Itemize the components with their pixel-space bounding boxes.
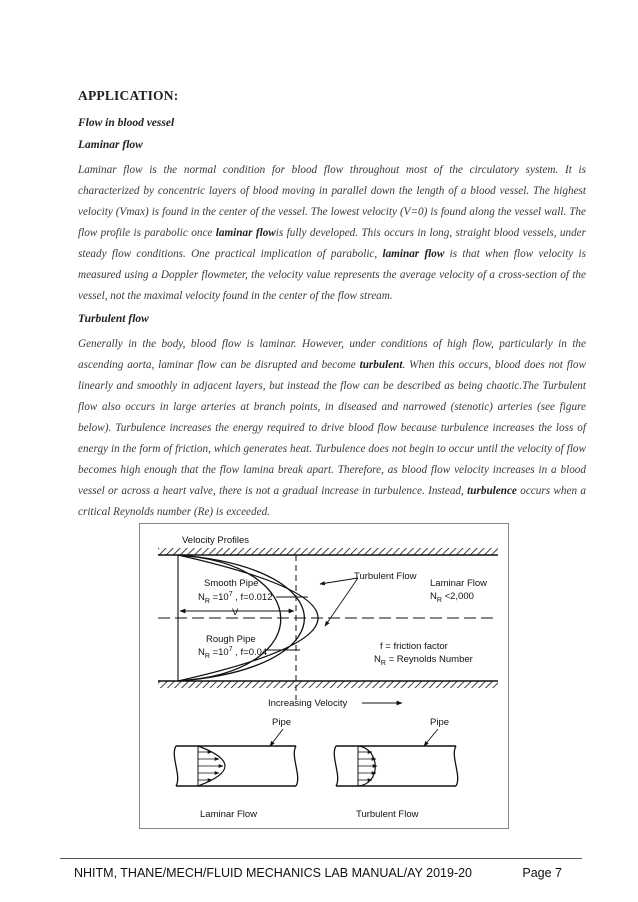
subtitle-blood-flow: Flow in blood vessel <box>78 117 175 129</box>
reynolds-number-legend: $N_R$ = Reynolds Number <box>374 654 473 667</box>
laminar-flow-label: Laminar Flow <box>430 578 488 589</box>
upper-pipe-top-wall <box>158 548 498 555</box>
laminar-paragraph: Laminar flow is the normal condition for blood flow throughout most of the circulatory system. It is characterized by concentric layers of blood moving in parallel down the length of a blood vessel. The highest velocity (Vmax) is found in the center of the vessel. The lowest velocity (V=0) is found along the vessel wall. The flow profile is parabolic once laminar flowis fully developed. This occurs in long, straight blood vessels, under steady flow conditions. One practical implication of parabolic, laminar flow is that when flow velocity is measured using a Doppler flowmeter, the velocity value represents the average velocity of a cross-section of the vessel, not the maximal velocity found in the center of the flow stream. <box>78 164 587 302</box>
pipe-right-label: Pipe <box>430 717 450 728</box>
v-label: V <box>232 607 239 618</box>
section-heading: APPLICATION: <box>78 88 179 103</box>
increasing-velocity-label: Increasing Velocity <box>268 698 348 709</box>
upper-pipe-bottom-wall <box>158 681 498 688</box>
laminar-flow-caption: Laminar Flow <box>200 809 258 820</box>
laminar-reynolds-label: $N_R <2,000$ <box>430 591 474 604</box>
turbulent-paragraph: Generally in the body, blood flow is laminar. However, under conditions of high flow, particularly in the ascending aorta, laminar flow can be disrupted and become turbulent. When this occurs, blood does not flow linearly and smoothly in adjacent layers, but instead the flow can be described as being chaotic.The Turbulent flow also occurs in large arteries at branch points, in diseased and narrowed (stenotic) arteries (see figure below). Turbulence increases the energy required to drive blood flow because turbulence increases the loss of energy in the form of friction, which generates heat. Turbulence does not begin to occur until the velocity of flow becomes high enough that the flow lamina break apart. Therefore, as blood flow velocity increases in a blood vessel or across a heart valve, there is not a gradual increase in turbulence. Instead, turbulence occurs when a critical Reynolds number (Re) is exceeded. <box>78 338 586 518</box>
friction-factor-legend: f = friction factor <box>380 641 448 652</box>
velocity-profiles-diagram <box>140 524 510 830</box>
smooth-pipe-label: Smooth Pipe <box>204 578 259 589</box>
velocity-profiles-figure <box>139 523 509 829</box>
pipe-left-label: Pipe <box>272 717 292 728</box>
page-number: Page 7 <box>522 866 562 880</box>
velocity-profiles-label: Velocity Profiles <box>182 535 250 546</box>
rough-pipe-params: $N_R =10^7$ , f=0.04 <box>198 646 268 660</box>
footer-title: NHITM, THANE/MECH/FLUID MECHANICS LAB MANUAL/AY 2019-20 <box>74 866 473 880</box>
page-footer <box>74 866 562 880</box>
smooth-pipe-params: $N_R =10^7$ , f=0.012 <box>198 591 273 605</box>
footer-divider <box>60 858 582 859</box>
rough-pipe-label: Rough Pipe <box>206 634 256 645</box>
turbulent-flow-label: Turbulent Flow <box>354 571 417 582</box>
subtitle-laminar: Laminar flow <box>78 139 143 151</box>
subtitle-turbulent: Turbulent flow <box>78 313 149 325</box>
turbulent-flow-caption: Turbulent Flow <box>356 809 419 820</box>
